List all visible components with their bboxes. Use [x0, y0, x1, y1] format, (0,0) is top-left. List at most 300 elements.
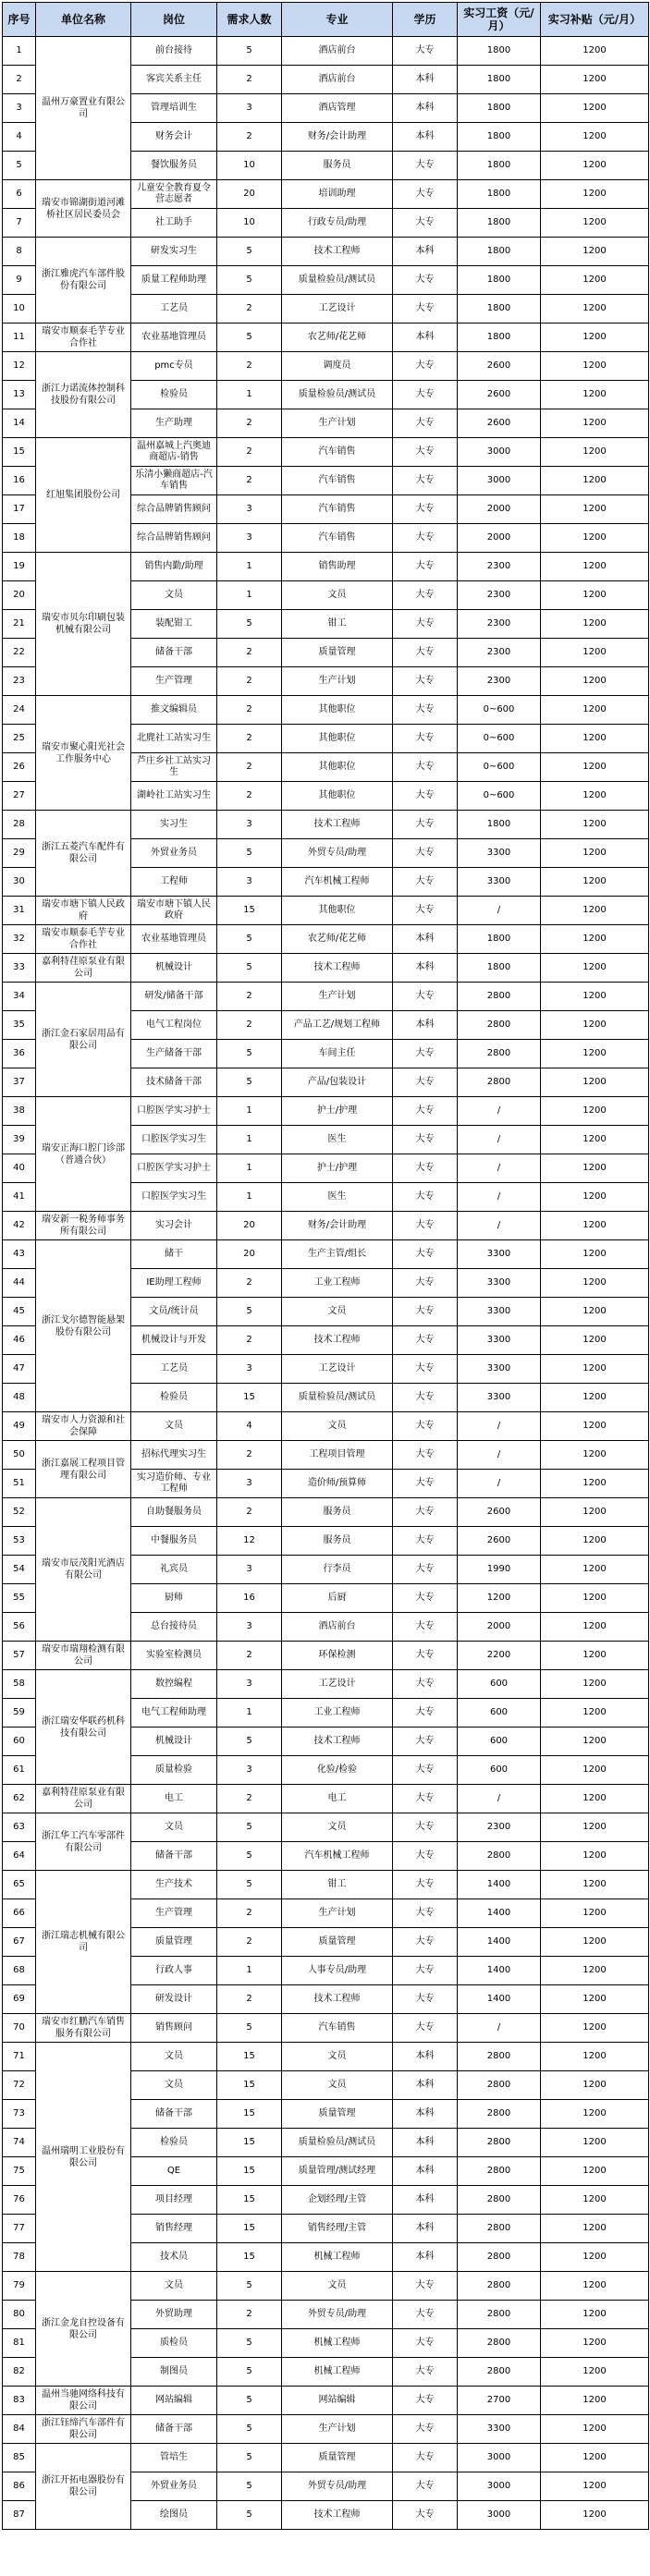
row-number: 44	[3, 1269, 36, 1298]
subsidy-cell: 1200	[541, 66, 649, 94]
subsidy-cell: 1200	[541, 782, 649, 811]
subsidy-cell: 1200	[541, 2129, 649, 2157]
salary-cell: 1400	[458, 1985, 541, 2014]
subsidy-cell: 1200	[541, 897, 649, 925]
salary-cell: 1800	[458, 324, 541, 352]
education-cell: 大专	[393, 2358, 458, 2387]
count-cell: 5	[217, 2358, 282, 2387]
subsidy-cell: 1200	[541, 1957, 649, 1985]
education-cell: 大专	[393, 180, 458, 209]
major-cell: 工程项目管理	[282, 1441, 393, 1470]
education-cell: 本科	[393, 66, 458, 94]
subsidy-cell: 1200	[541, 438, 649, 467]
row-number: 71	[3, 2043, 36, 2071]
salary-cell: 2300	[458, 667, 541, 696]
salary-cell: 3300	[458, 1298, 541, 1326]
row-number: 87	[3, 2501, 36, 2530]
subsidy-cell: 1200	[541, 1527, 649, 1556]
subsidy-cell: 1200	[541, 2215, 649, 2243]
post-cell: 电工	[131, 1785, 217, 1813]
table-row	[3, 2387, 649, 2415]
row-number: 11	[3, 324, 36, 352]
row-number: 48	[3, 1384, 36, 1412]
subsidy-cell: 1200	[541, 1068, 649, 1097]
row-number: 85	[3, 2444, 36, 2472]
post-cell: 外贸助理	[131, 2301, 217, 2329]
table-row	[3, 324, 649, 352]
unit-name-cell: 温州瑞明工业股份有限公司	[36, 2043, 131, 2272]
count-cell: 15	[217, 1384, 282, 1412]
education-cell: 大专	[393, 1355, 458, 1384]
salary-cell: 2800	[458, 2043, 541, 2071]
unit-name-cell: 瑞安正海口腔门诊部（普通合伙）	[36, 1097, 131, 1212]
subsidy-cell: 1200	[541, 123, 649, 152]
row-number: 46	[3, 1326, 36, 1355]
row-number: 58	[3, 1670, 36, 1699]
education-cell: 本科	[393, 2157, 458, 2186]
education-cell: 本科	[393, 123, 458, 152]
subsidy-cell: 1200	[541, 696, 649, 725]
count-cell: 1	[217, 553, 282, 581]
count-cell: 2	[217, 667, 282, 696]
subsidy-cell: 1200	[541, 983, 649, 1011]
post-cell: IE助理工程师	[131, 1269, 217, 1298]
salary-cell: 600	[458, 1670, 541, 1699]
education-cell: 本科	[393, 2043, 458, 2071]
major-cell: 外贸专员/助理	[282, 839, 393, 868]
count-cell: 2	[217, 753, 282, 782]
major-cell: 技术工程师	[282, 954, 393, 983]
education-cell: 大专	[393, 1670, 458, 1699]
row-number: 73	[3, 2100, 36, 2129]
education-cell: 大专	[393, 897, 458, 925]
row-number: 1	[3, 37, 36, 66]
header-unit: 单位名称	[36, 3, 131, 37]
subsidy-cell: 1200	[541, 1670, 649, 1699]
count-cell: 2	[217, 1642, 282, 1670]
count-cell: 15	[217, 2071, 282, 2100]
row-number: 39	[3, 1126, 36, 1154]
major-cell: 酒店管理	[282, 94, 393, 123]
salary-cell: 2600	[458, 352, 541, 381]
education-cell: 本科	[393, 2129, 458, 2157]
count-cell: 16	[217, 1584, 282, 1613]
post-cell: 工程师	[131, 868, 217, 897]
count-cell: 2	[217, 1326, 282, 1355]
post-cell: 自助餐服务员	[131, 1498, 217, 1527]
count-cell: 3	[217, 1470, 282, 1498]
subsidy-cell: 1200	[541, 1785, 649, 1813]
major-cell: 工业工程师	[282, 1269, 393, 1298]
education-cell: 大专	[393, 1985, 458, 2014]
row-number: 29	[3, 839, 36, 868]
major-cell: 质量检验员/测试员	[282, 266, 393, 295]
subsidy-cell: 1200	[541, 1240, 649, 1269]
post-cell: 乐清小獭商超店-汽车销售	[131, 467, 217, 495]
count-cell: 1	[217, 1699, 282, 1728]
subsidy-cell: 1200	[541, 1212, 649, 1240]
post-cell: 研发/储备干部	[131, 983, 217, 1011]
post-cell: 行政人事	[131, 1957, 217, 1985]
table-row	[3, 2043, 649, 2071]
salary-cell: 2300	[458, 610, 541, 639]
count-cell: 2	[217, 1441, 282, 1470]
major-cell: 生产计划	[282, 2415, 393, 2444]
count-cell: 2	[217, 409, 282, 438]
count-cell: 1	[217, 1126, 282, 1154]
row-number: 81	[3, 2329, 36, 2358]
count-cell: 5	[217, 839, 282, 868]
count-cell: 2	[217, 1011, 282, 1040]
count-cell: 5	[217, 2501, 282, 2530]
salary-cell: 2300	[458, 581, 541, 610]
row-number: 49	[3, 1412, 36, 1441]
salary-cell: /	[458, 1785, 541, 1813]
subsidy-cell: 1200	[541, 553, 649, 581]
table-row	[3, 1240, 649, 1269]
count-cell: 5	[217, 1040, 282, 1068]
header-major: 专业	[282, 3, 393, 37]
education-cell: 大专	[393, 1899, 458, 1928]
major-cell: 技术工程师	[282, 1326, 393, 1355]
post-cell: 检验员	[131, 2129, 217, 2157]
education-cell: 大专	[393, 753, 458, 782]
table-row	[3, 180, 649, 209]
salary-cell: 0~600	[458, 696, 541, 725]
count-cell: 15	[217, 2186, 282, 2215]
table-row	[3, 811, 649, 839]
salary-cell: 2200	[458, 1642, 541, 1670]
education-cell: 大专	[393, 495, 458, 524]
post-cell: 文员	[131, 2043, 217, 2071]
major-cell: 汽车机械工程师	[282, 1842, 393, 1871]
education-cell: 大专	[393, 639, 458, 667]
major-cell: 技术工程师	[282, 1728, 393, 1756]
count-cell: 2	[217, 66, 282, 94]
major-cell: 质量管理	[282, 639, 393, 667]
table-row	[3, 1097, 649, 1126]
major-cell: 护士/护理	[282, 1097, 393, 1126]
count-cell: 15	[217, 897, 282, 925]
subsidy-cell: 1200	[541, 1269, 649, 1298]
education-cell: 大专	[393, 696, 458, 725]
count-cell: 5	[217, 2444, 282, 2472]
subsidy-cell: 1200	[541, 1183, 649, 1212]
row-number: 2	[3, 66, 36, 94]
major-cell: 销售助理	[282, 553, 393, 581]
salary-cell: 2700	[458, 2387, 541, 2415]
salary-cell: 3000	[458, 2444, 541, 2472]
row-number: 32	[3, 925, 36, 954]
count-cell: 3	[217, 1613, 282, 1642]
major-cell: 财务/会计助理	[282, 1212, 393, 1240]
count-cell: 12	[217, 1527, 282, 1556]
education-cell: 本科	[393, 238, 458, 266]
row-number: 83	[3, 2387, 36, 2415]
major-cell: 文员	[282, 2043, 393, 2071]
education-cell: 大专	[393, 409, 458, 438]
post-cell: 储备干部	[131, 1842, 217, 1871]
major-cell: 其他职位	[282, 725, 393, 753]
count-cell: 1	[217, 1957, 282, 1985]
major-cell: 质量管理	[282, 2444, 393, 2472]
subsidy-cell: 1200	[541, 1871, 649, 1899]
major-cell: 产品/包装设计	[282, 1068, 393, 1097]
subsidy-cell: 1200	[541, 37, 649, 66]
table-row	[3, 553, 649, 581]
table-row	[3, 438, 649, 467]
post-cell: 机械设计	[131, 954, 217, 983]
table-row	[3, 2272, 649, 2301]
row-number: 22	[3, 639, 36, 667]
count-cell: 4	[217, 1412, 282, 1441]
row-number: 23	[3, 667, 36, 696]
table-row	[3, 2444, 649, 2472]
count-cell: 2	[217, 295, 282, 324]
salary-cell: 1990	[458, 1556, 541, 1584]
salary-cell: 1800	[458, 209, 541, 238]
salary-cell: 2800	[458, 2358, 541, 2387]
education-cell: 大专	[393, 725, 458, 753]
row-number: 56	[3, 1613, 36, 1642]
subsidy-cell: 1200	[541, 2186, 649, 2215]
unit-name-cell: 瑞安市红鹏汽车销售服务有限公司	[36, 2014, 131, 2043]
salary-cell: 1200	[458, 1584, 541, 1613]
subsidy-cell: 1200	[541, 524, 649, 553]
row-number: 68	[3, 1957, 36, 1985]
table-row	[3, 1212, 649, 1240]
row-number: 30	[3, 868, 36, 897]
major-cell: 质量管理	[282, 2100, 393, 2129]
salary-cell: 1800	[458, 123, 541, 152]
post-cell: pmc专员	[131, 352, 217, 381]
salary-cell: /	[458, 1126, 541, 1154]
education-cell: 大专	[393, 1097, 458, 1126]
unit-name-cell: 浙江雅虎汽车部件股份有限公司	[36, 238, 131, 324]
subsidy-cell: 1200	[541, 667, 649, 696]
salary-cell: 2800	[458, 2186, 541, 2215]
row-number: 82	[3, 2358, 36, 2387]
salary-cell: 3300	[458, 2415, 541, 2444]
subsidy-cell: 1200	[541, 2501, 649, 2530]
count-cell: 2	[217, 352, 282, 381]
major-cell: 外贸专员/助理	[282, 2301, 393, 2329]
post-cell: 项目经理	[131, 2186, 217, 2215]
unit-name-cell: 瑞安市聚心阳光社会工作服务中心	[36, 696, 131, 811]
major-cell: 机械工程师	[282, 2329, 393, 2358]
major-cell: 汽车销售	[282, 2014, 393, 2043]
count-cell: 5	[217, 2014, 282, 2043]
post-cell: 生产技术	[131, 1871, 217, 1899]
unit-name-cell: 瑞安市人力资源和社会保障	[36, 1412, 131, 1441]
count-cell: 5	[217, 2415, 282, 2444]
row-number: 76	[3, 2186, 36, 2215]
salary-cell: 2800	[458, 1011, 541, 1040]
salary-cell: 2300	[458, 639, 541, 667]
post-cell: 厨师	[131, 1584, 217, 1613]
salary-cell: 2800	[458, 2272, 541, 2301]
row-number: 77	[3, 2215, 36, 2243]
education-cell: 大专	[393, 1212, 458, 1240]
count-cell: 5	[217, 610, 282, 639]
post-cell: 实习生	[131, 811, 217, 839]
education-cell: 大专	[393, 1813, 458, 1842]
subsidy-cell: 1200	[541, 2243, 649, 2272]
table-row	[3, 238, 649, 266]
education-cell: 大专	[393, 1470, 458, 1498]
post-cell: 装配钳工	[131, 610, 217, 639]
row-number: 7	[3, 209, 36, 238]
table-row	[3, 696, 649, 725]
post-cell: 口腔医学实习生	[131, 1183, 217, 1212]
count-cell: 15	[217, 2129, 282, 2157]
subsidy-cell: 1200	[541, 1613, 649, 1642]
education-cell: 大专	[393, 1269, 458, 1298]
row-number: 60	[3, 1728, 36, 1756]
post-cell: 文员	[131, 1813, 217, 1842]
salary-cell: 2600	[458, 409, 541, 438]
education-cell: 大专	[393, 467, 458, 495]
row-number: 25	[3, 725, 36, 753]
post-cell: 绘图员	[131, 2501, 217, 2530]
subsidy-cell: 1200	[541, 352, 649, 381]
row-number: 38	[3, 1097, 36, 1126]
subsidy-cell: 1200	[541, 1355, 649, 1384]
education-cell: 大专	[393, 983, 458, 1011]
major-cell: 文员	[282, 581, 393, 610]
count-cell: 2	[217, 438, 282, 467]
subsidy-cell: 1200	[541, 954, 649, 983]
salary-cell: 2800	[458, 2215, 541, 2243]
major-cell: 人事专员/助理	[282, 1957, 393, 1985]
salary-cell: 600	[458, 1699, 541, 1728]
post-cell: 销售顾问	[131, 2014, 217, 2043]
table-row	[3, 925, 649, 954]
count-cell: 20	[217, 1240, 282, 1269]
salary-cell: 1800	[458, 152, 541, 180]
count-cell: 2	[217, 725, 282, 753]
major-cell: 其他职位	[282, 753, 393, 782]
count-cell: 1	[217, 381, 282, 409]
post-cell: 外贸业务员	[131, 2472, 217, 2501]
subsidy-cell: 1200	[541, 2472, 649, 2501]
count-cell: 3	[217, 811, 282, 839]
salary-cell: 3000	[458, 438, 541, 467]
education-cell: 本科	[393, 2243, 458, 2272]
row-number: 65	[3, 1871, 36, 1899]
education-cell: 本科	[393, 1011, 458, 1040]
salary-cell: 1800	[458, 811, 541, 839]
post-cell: 生产管理	[131, 667, 217, 696]
salary-cell: 1800	[458, 180, 541, 209]
major-cell: 技术工程师	[282, 811, 393, 839]
unit-name-cell: 瑞安市塘下镇人民政府	[36, 897, 131, 925]
major-cell: 技术工程师	[282, 238, 393, 266]
education-cell: 大专	[393, 2387, 458, 2415]
post-cell: 工艺员	[131, 1355, 217, 1384]
major-cell: 酒店前台	[282, 37, 393, 66]
header-post: 岗位	[131, 3, 217, 37]
salary-cell: 1400	[458, 1899, 541, 1928]
count-cell: 5	[217, 324, 282, 352]
major-cell: 造价师/预算师	[282, 1470, 393, 1498]
major-cell: 服务员	[282, 1498, 393, 1527]
unit-name-cell: 浙江力诺流体控制科技股份有限公司	[36, 352, 131, 438]
count-cell: 2	[217, 1269, 282, 1298]
salary-cell: 2000	[458, 495, 541, 524]
major-cell: 汽车机械工程师	[282, 868, 393, 897]
row-number: 55	[3, 1584, 36, 1613]
subsidy-cell: 1200	[541, 1412, 649, 1441]
major-cell: 钳工	[282, 1871, 393, 1899]
subsidy-cell: 1200	[541, 1985, 649, 2014]
education-cell: 大专	[393, 1154, 458, 1183]
major-cell: 钳工	[282, 610, 393, 639]
education-cell: 大专	[393, 1384, 458, 1412]
post-cell: 文员	[131, 2272, 217, 2301]
education-cell: 本科	[393, 2186, 458, 2215]
post-cell: 储备干部	[131, 2100, 217, 2129]
education-cell: 大专	[393, 1527, 458, 1556]
education-cell: 大专	[393, 1613, 458, 1642]
count-cell: 15	[217, 2043, 282, 2071]
education-cell: 大专	[393, 868, 458, 897]
education-cell: 大专	[393, 524, 458, 553]
count-cell: 5	[217, 1298, 282, 1326]
subsidy-cell: 1200	[541, 1728, 649, 1756]
education-cell: 大专	[393, 1756, 458, 1785]
row-number: 15	[3, 438, 36, 467]
table-row	[3, 1642, 649, 1670]
count-cell: 1	[217, 1097, 282, 1126]
row-number: 79	[3, 2272, 36, 2301]
table-row	[3, 1670, 649, 1699]
row-number: 63	[3, 1813, 36, 1842]
salary-cell: 3300	[458, 1355, 541, 1384]
count-cell: 5	[217, 1871, 282, 1899]
post-cell: 农业基地管理员	[131, 925, 217, 954]
table-row	[3, 983, 649, 1011]
subsidy-cell: 1200	[541, 1154, 649, 1183]
subsidy-cell: 1200	[541, 1584, 649, 1613]
salary-cell: 1800	[458, 266, 541, 295]
subsidy-cell: 1200	[541, 2014, 649, 2043]
salary-cell: /	[458, 2014, 541, 2043]
post-cell: 综合品牌销售顾问	[131, 524, 217, 553]
row-number: 24	[3, 696, 36, 725]
row-number: 5	[3, 152, 36, 180]
education-cell: 大专	[393, 2444, 458, 2472]
major-cell: 文员	[282, 1412, 393, 1441]
subsidy-cell: 1200	[541, 839, 649, 868]
education-cell: 大专	[393, 1957, 458, 1985]
row-number: 66	[3, 1899, 36, 1928]
major-cell: 技术工程师	[282, 2501, 393, 2530]
count-cell: 5	[217, 1813, 282, 1842]
unit-name-cell: 瑞安市顺泰毛芋专业合作社	[36, 324, 131, 352]
subsidy-cell: 1200	[541, 2272, 649, 2301]
unit-name-cell: 瑞安新一税务师事务所有限公司	[36, 1212, 131, 1240]
major-cell: 网站编辑	[282, 2387, 393, 2415]
count-cell: 10	[217, 152, 282, 180]
post-cell: 口腔医学实习护士	[131, 1154, 217, 1183]
education-cell: 大专	[393, 1183, 458, 1212]
post-cell: 实习造价师、专业工程师	[131, 1470, 217, 1498]
salary-cell: /	[458, 1212, 541, 1240]
count-cell: 3	[217, 1670, 282, 1699]
table-row	[3, 1871, 649, 1899]
post-cell: 农业基地管理员	[131, 324, 217, 352]
